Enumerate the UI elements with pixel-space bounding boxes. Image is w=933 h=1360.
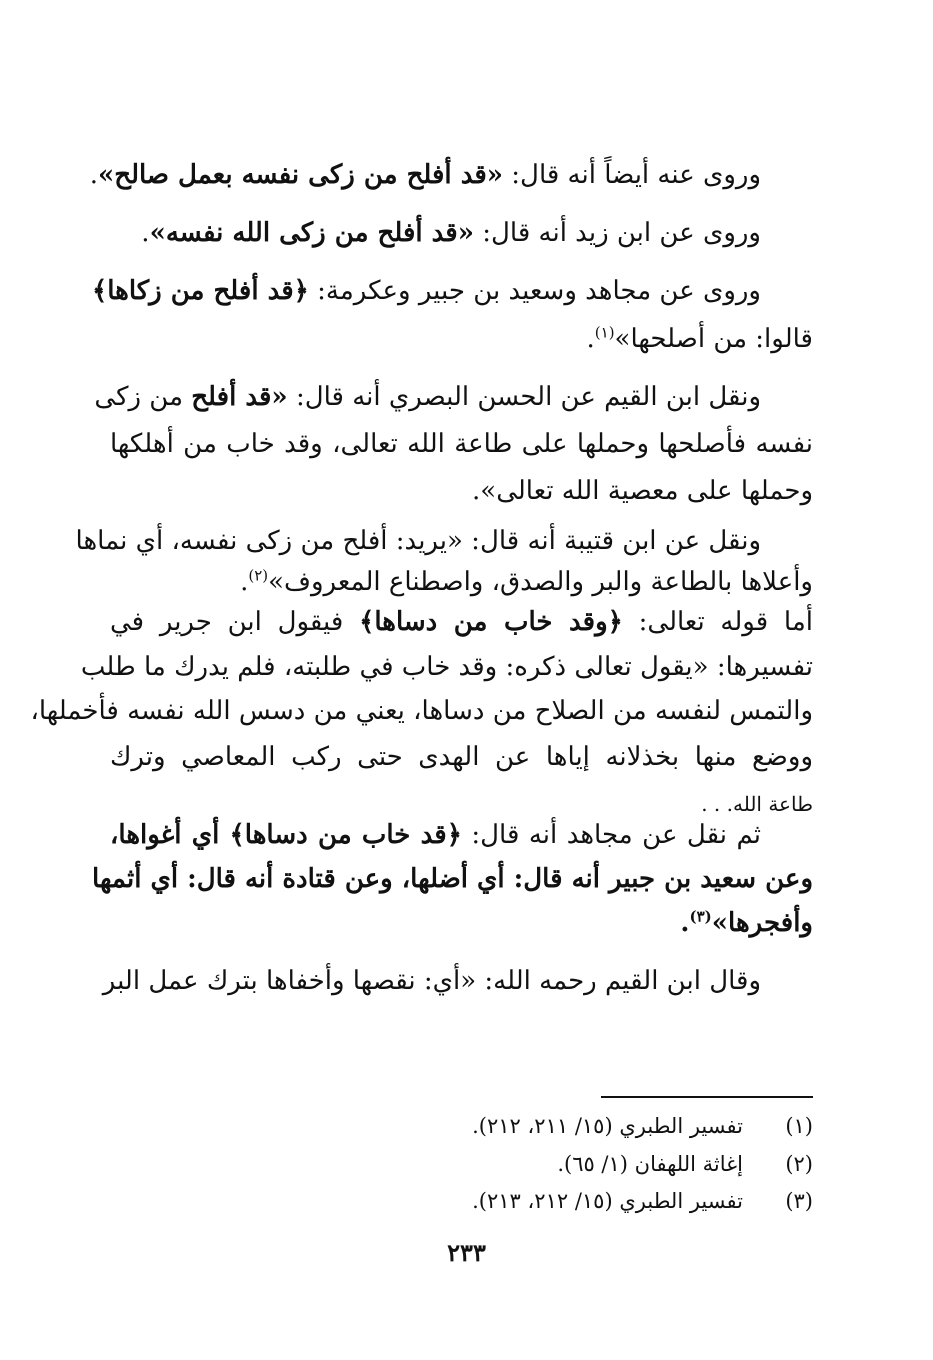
text-line-14 bbox=[110, 786, 813, 821]
text-segment: تفسيرها: «يقول تعالى ذكره: وقد خاب في طلبته، فلم يدرك ما طلب bbox=[80, 652, 813, 682]
footnote-2 bbox=[110, 1150, 813, 1178]
text-line-10 bbox=[110, 605, 813, 639]
footnote-text: إغاثة اللهفان (١/ ٦٥). bbox=[557, 1152, 743, 1176]
text-segment: وروى عنه أيضاً أنه قال: bbox=[503, 160, 761, 190]
text-segment: والتمس لنفسه من الصلاح من دساها، يعني من دسس الله نفسه فأخملها، bbox=[30, 696, 813, 726]
text-segment: ثم نقل عن مجاهد أنه قال: bbox=[461, 820, 761, 850]
text-line-13 bbox=[110, 740, 813, 774]
text-segment: ونقل ابن القيم عن الحسن البصري أنه قال: bbox=[287, 382, 761, 412]
quran-segment: ﴿قد خاب من دساها﴾ أي أغواها، bbox=[110, 820, 462, 850]
text-line-2 bbox=[110, 216, 813, 250]
quran-segment: ﴿قد أفلح من زكاها﴾ bbox=[91, 276, 309, 306]
page bbox=[30, 0, 813, 1360]
text-segment: وعن سعيد بن جبير أنه قال: أي أضلها، وعن قتادة أنه قال: أي أثمها bbox=[92, 864, 813, 894]
text-segment: . bbox=[89, 160, 99, 190]
text-segment: ووضع منها بخذلانه إياها عن الهدى حتى ركب المعاصي وترك bbox=[110, 742, 813, 772]
text-segment: نفسه فأصلحها وحملها على طاعة الله تعالى، وقد خاب من أهلكها bbox=[110, 429, 813, 459]
quran-segment: ﴿وقد خاب من دساها﴾ bbox=[359, 607, 623, 637]
text-segment: . bbox=[141, 218, 150, 248]
footnote-divider bbox=[601, 1096, 813, 1098]
text-line-9 bbox=[110, 565, 813, 599]
text-segment: أما قوله تعالى: bbox=[622, 607, 813, 637]
text-line-7 bbox=[110, 474, 813, 508]
footnote-number: (٣) bbox=[785, 1189, 813, 1213]
text-line-17 bbox=[110, 906, 813, 940]
text-segment: وروى عن ابن زيد أنه قال: bbox=[473, 218, 761, 248]
text-line-16 bbox=[92, 862, 813, 896]
quote-segment: «قد أفلح bbox=[191, 382, 288, 412]
text-segment: وقال ابن القيم رحمه الله: «أي: نقصها وأخفاها بترك عمل البر bbox=[102, 966, 761, 996]
quote-segment: «قد أفلح من زكى نفسه بعمل صالح» bbox=[98, 160, 504, 190]
text-segment: . bbox=[472, 476, 481, 506]
text-segment: فيقول ابن جرير في bbox=[110, 607, 360, 637]
footnote-ref: (١) bbox=[594, 323, 615, 342]
text-line-1 bbox=[89, 158, 813, 192]
footnote-ref: (٢) bbox=[248, 566, 269, 585]
text-line-3 bbox=[91, 274, 813, 308]
footnote-text: تفسير الطبري (١٥/ ٢١٢، ٢١٣). bbox=[472, 1189, 743, 1213]
text-segment: طاعة الله. . . bbox=[701, 792, 813, 816]
text-segment: وأعلاها بالطاعة والبر والصدق، واصطناع المعروف» bbox=[268, 567, 813, 597]
text-line-11 bbox=[80, 650, 813, 684]
footnote-text: تفسير الطبري (١٥/ ٢١١، ٢١٢). bbox=[472, 1114, 743, 1138]
text-line-18 bbox=[102, 964, 813, 998]
text-line-12 bbox=[30, 694, 813, 728]
text-segment: ونقل عن ابن قتيبة أنه قال: «يريد: أفلح من زكى نفسه، أي نماها bbox=[75, 526, 761, 556]
text-line-5 bbox=[94, 380, 813, 414]
text-line-15 bbox=[110, 818, 813, 852]
footnote-1 bbox=[110, 1112, 813, 1140]
text-segment: . bbox=[240, 567, 249, 597]
text-line-8 bbox=[75, 524, 813, 558]
text-segment: وأفجرها» bbox=[711, 908, 813, 938]
footnote-ref: (٣) bbox=[689, 907, 712, 926]
text-line-6 bbox=[110, 427, 813, 461]
footnote-number: (١) bbox=[785, 1114, 813, 1138]
footnote-3 bbox=[110, 1187, 813, 1215]
page-number: ٢٣٣ bbox=[447, 1238, 486, 1267]
text-line-4 bbox=[110, 322, 813, 356]
text-segment: وحملها على معصية الله تعالى» bbox=[480, 476, 813, 506]
footnote-number: (٢) bbox=[785, 1152, 813, 1176]
text-segment: . bbox=[680, 908, 690, 938]
quote-segment: «قد أفلح من زكى الله نفسه» bbox=[149, 218, 474, 248]
text-segment: قالوا: من أصلحها» bbox=[614, 324, 813, 354]
text-segment: من زكى bbox=[94, 382, 192, 412]
text-segment: وروى عن مجاهد وسعيد بن جبير وعكرمة: bbox=[308, 276, 761, 306]
text-segment: . bbox=[586, 324, 595, 354]
